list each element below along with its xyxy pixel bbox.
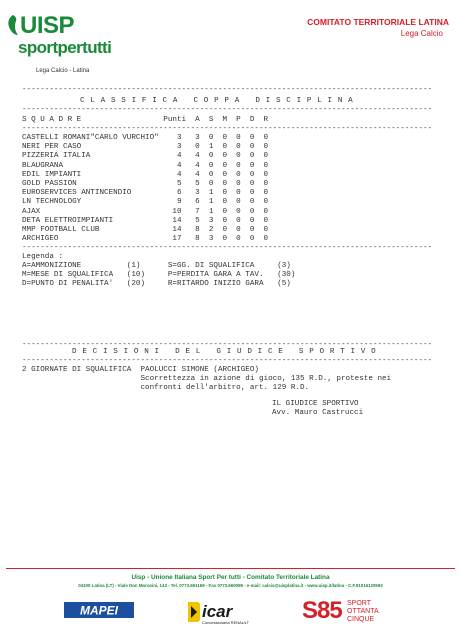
svg-text:MAPEI: MAPEI — [79, 603, 119, 618]
rule: ------------------------------------------------------------------------------------------ — [22, 341, 433, 349]
legend-line: D=PUNTO DI PENALITA' (20) R=RITARDO INIZIO GARA (5) — [22, 280, 291, 289]
decision-line: confronti dell'arbitro, art. 129 R.D. — [22, 384, 310, 393]
svg-text:icar: icar — [202, 602, 233, 621]
svg-text:SPORT: SPORT — [347, 600, 371, 607]
icar-logo — [186, 598, 258, 626]
rule: ------------------------------------------------------------------------------------------ — [22, 125, 433, 133]
uisp-logo-text: UISP — [20, 12, 75, 39]
legend-line: A=AMMONIZIONE (1) S=GG. DI SQUALIFICA (3) — [22, 262, 291, 270]
decision-line: Scorrettezza in azione di gioco, 135 R.D., proteste nei — [22, 375, 392, 384]
mapei-logo — [64, 600, 134, 620]
footer-title: Uisp - Unione Italiana Sport Per tutti - Comitato Territoriale Latina — [131, 574, 330, 581]
decision-block — [22, 366, 391, 394]
table-header: S Q U A D R E Punti A S M P D R — [22, 116, 269, 124]
sportpertutti-logo-text: sportpertutti — [18, 38, 112, 57]
signature-role: IL GIUDICE SPORTIVO — [272, 400, 359, 408]
decision-line: 2 GIORNATE DI SQUALIFICA PAOLUCCI SIMONE (ARCHIGEO) — [22, 366, 259, 374]
table-row: AJAX 10 7 1 0 0 0 0 — [22, 207, 269, 216]
svg-text:CINQUE: CINQUE — [347, 616, 375, 623]
standings-table — [22, 134, 268, 244]
decisioni-title: D E C I S I O N I D E L G I U D I C E S P O R T I V O — [72, 348, 377, 356]
logo-subtitle: Lega Calcio - Latina — [36, 68, 90, 74]
rule: ------------------------------------------------------------------------------------------ — [22, 244, 433, 252]
table-row: GOLD PASSION 5 5 0 0 0 0 0 — [22, 180, 269, 189]
org-title: COMITATO TERRITORIALE LATINA — [307, 17, 449, 27]
signature-name: Avv. Mauro Castrucci — [272, 409, 364, 418]
table-row: LN TECHNOLOGY 9 6 1 0 0 0 0 — [22, 198, 269, 207]
svg-text:Concessionaria RENAULT: Concessionaria RENAULT — [202, 620, 250, 625]
table-row: EUROSERVICES ANTINCENDIO 6 3 1 0 0 0 0 — [22, 189, 269, 198]
legend-title: Legenda : — [22, 253, 64, 261]
footer-address: 04100 Latina (LT) - Viale Don Morosini, 143 - Tel. 0773.691169 - Fax 0773.660099 - e-mail: calcio@uisplatina.it - www.uisp.it/latina - C.F.91016120593 — [78, 583, 383, 588]
rule: ------------------------------------------------------------------------------------------ — [22, 106, 433, 114]
table-row: ARCHIGEO 17 8 3 0 0 0 0 — [22, 235, 269, 244]
table-row: PIZZERIA ITALIA 4 4 0 0 0 0 0 — [22, 152, 269, 161]
svg-text:S85: S85 — [302, 597, 342, 624]
table-row: DETA ELETTROIMPIANTI 14 5 3 0 0 0 0 — [22, 216, 269, 225]
table-row: EDIL IMPIANTI 4 4 0 0 0 0 0 — [22, 170, 269, 179]
legend — [22, 262, 295, 290]
rule-top: ------------------------------------------------------------------------------------------ — [22, 86, 433, 94]
table-row: BLAUGRANA 4 4 0 0 0 0 0 — [22, 161, 269, 170]
classifica-title: C L A S S I F I C A C O P P A D I S C I P L I N A — [80, 97, 354, 105]
uisp-logo-mark-icon — [6, 14, 20, 36]
org-subtitle: Lega Calcio — [400, 29, 443, 38]
rule: ------------------------------------------------------------------------------------------ — [22, 357, 433, 365]
table-row: NERI PER CASO 3 0 1 0 0 0 0 — [22, 143, 269, 152]
footer-divider — [6, 568, 455, 569]
svg-text:OTTANTA: OTTANTA — [347, 608, 379, 615]
table-row: CASTELLI ROMANI"CARLO VURCHIO" 3 3 0 0 0 0 0 — [22, 134, 269, 142]
sport-ottanta-cinque-logo — [302, 596, 384, 626]
legend-line: M=MESE DI SQUALIFICA (10) P=PERDITA GARA A TAV. (30) — [22, 271, 296, 280]
signature-block — [272, 400, 363, 418]
table-row: MMP FOOTBALL CLUB 14 8 2 0 0 0 0 — [22, 226, 269, 235]
